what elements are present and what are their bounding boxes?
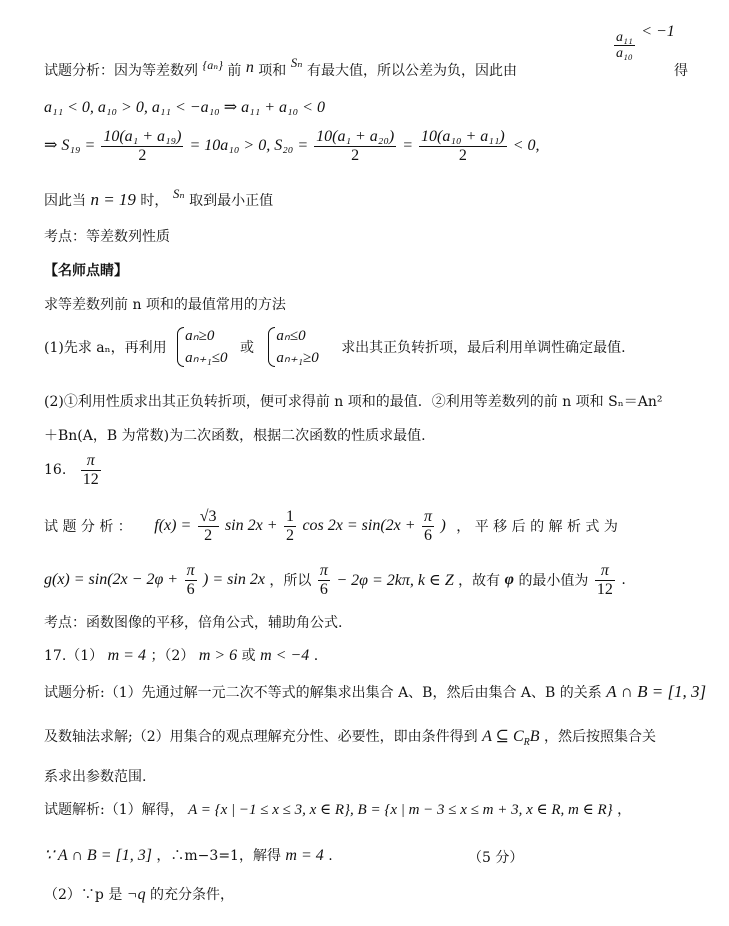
- cond: aₙ≤0: [276, 328, 306, 344]
- line-2: a₁₁ < 0, a₁₀ > 0, a₁₁ < −a₁₀ ⇒ a₁₁ + a₁₀ < 0: [44, 99, 325, 116]
- text: ，然后按照集合关: [543, 729, 656, 745]
- text: .: [313, 648, 319, 664]
- math: A = {x | −1 ≤ x ≤ 3, x ∈ R}, B = {x | m − 3 ≤ x ≤ m + 3, x ∈ R, m ∈ R}: [188, 802, 613, 818]
- numerator: π: [319, 562, 328, 579]
- denominator: 6: [319, 580, 328, 598]
- line-1: [44, 55, 517, 80]
- text: 试 题 分 析 ：: [44, 519, 132, 536]
- text: ， 平 移 后 的 解 析 式 为: [456, 519, 618, 536]
- denominator: 12: [82, 470, 99, 488]
- math: m > 6: [198, 647, 238, 664]
- math-n: n: [245, 59, 254, 76]
- line-20: [44, 845, 333, 865]
- denominator: 2: [285, 526, 294, 544]
- math: − 2φ = 2kπ, k ∈ Z: [336, 572, 454, 590]
- line-13: [44, 562, 626, 598]
- numerator: 10(a₁ + a₁₉): [103, 128, 182, 145]
- line-7: 求等差数列前 n 项和的最值常用的方法: [44, 297, 286, 313]
- math: m = 4: [107, 647, 146, 664]
- fraction: [419, 128, 507, 164]
- math: ∵ A ∩ B = [1, 3]: [44, 847, 152, 864]
- text: ，: [617, 802, 632, 818]
- math-sn: Sₙ: [172, 186, 185, 201]
- expr: = 10a₁₀ > 0, S₂₀ =: [189, 136, 309, 154]
- expr: < 0,: [512, 136, 540, 154]
- text: 时，: [140, 193, 169, 209]
- denominator: 6: [186, 580, 195, 598]
- system-1: [175, 325, 227, 369]
- math: A ⊆ C: [482, 728, 524, 745]
- text: 或: [241, 648, 256, 664]
- expr: =: [402, 136, 414, 154]
- numerator: π: [595, 562, 615, 581]
- fraction: [185, 562, 197, 598]
- text: 试题分析:（1）先通过解一元二次不等式的解集求出集合 A、B，然后由集合 A、B 的关系: [44, 685, 602, 701]
- text: 的最小值为: [518, 573, 589, 590]
- line-16: [44, 682, 706, 702]
- fraction: [318, 562, 330, 598]
- denominator: 2: [351, 146, 360, 164]
- cond: aₙ≥0: [185, 328, 215, 344]
- line-17: [44, 726, 656, 748]
- text: (1)先求 aₙ，再利用: [44, 340, 167, 356]
- fraction: [284, 508, 296, 544]
- numerator: π: [424, 508, 433, 525]
- score-note: （5 分）: [468, 850, 524, 866]
- text: 有最大值，所以公差为负，因此由: [306, 63, 517, 79]
- text: .: [328, 848, 333, 864]
- text: （2）∵p 是: [44, 887, 123, 903]
- fraction: [198, 508, 219, 544]
- text: .: [621, 572, 626, 589]
- ratio-fraction: [612, 22, 675, 62]
- text: 试题分析：因为等差数列: [44, 63, 198, 79]
- math: n = 19: [90, 190, 136, 209]
- fraction: [595, 562, 615, 598]
- text: ，∴m−3=1，解得: [156, 848, 281, 864]
- text: 项和: [258, 63, 287, 79]
- line-1-end: 得: [674, 63, 688, 79]
- text: 取到最小正值: [189, 193, 274, 209]
- math: B: [529, 728, 540, 745]
- math-phi: φ: [504, 571, 514, 589]
- math: ): [440, 517, 446, 535]
- line-3: [44, 128, 540, 164]
- math: ) = sin 2x: [203, 571, 265, 589]
- numerator: 10(a₁ + a₂₀): [316, 128, 395, 145]
- line-19: [44, 799, 631, 819]
- math: f(x) =: [154, 517, 192, 535]
- inequality: < −1: [641, 22, 675, 40]
- denominator: 2: [204, 526, 213, 544]
- denominator: 2: [138, 146, 147, 164]
- text: ；（2）: [150, 648, 195, 664]
- line-21: [44, 884, 234, 904]
- text: ，故有: [458, 573, 501, 590]
- numerator: 10(a₁₀ + a₁₁): [421, 128, 505, 145]
- denominator: a₁₀: [616, 46, 633, 62]
- fraction: [422, 508, 434, 544]
- answer-17: [44, 645, 318, 665]
- text: ，所以: [269, 573, 312, 590]
- line-14: 考点：函数图像的平移，倍角公式，辅助角公式.: [44, 615, 343, 631]
- math-subscript: R: [523, 736, 530, 748]
- numerator: a₁₁: [616, 30, 633, 45]
- line-8: [44, 325, 626, 369]
- text: 求出其正负转折项，最后利用单调性确定最值.: [341, 340, 626, 356]
- math-sn: Sₙ: [290, 55, 303, 70]
- numerator: 1: [285, 508, 294, 525]
- cond: aₙ₊₁≥0: [276, 350, 319, 366]
- expr: ⇒ S₁₉ =: [44, 136, 96, 154]
- math: sin 2x +: [224, 517, 278, 535]
- text: 试题解析:（1）解得，: [44, 802, 184, 818]
- text: 及数轴法求解;（2）用集合的观点理解充分性、必要性，即由条件得到: [44, 729, 478, 745]
- text: 的充分条件，: [150, 887, 235, 903]
- math: m < −4: [260, 647, 310, 664]
- text: 因此当: [44, 193, 86, 209]
- line-18: 系求出参数范围.: [44, 769, 147, 785]
- answer-16: [44, 452, 103, 488]
- text: 或: [239, 340, 254, 356]
- math: cos 2x = sin(2x +: [302, 517, 416, 535]
- line-5: 考点：等差数列性质: [44, 229, 170, 245]
- line-10: ＋Bn(A，B 为常数)为二次函数，根据二次函数的性质求最值.: [44, 428, 426, 444]
- fraction: [101, 128, 183, 164]
- fraction: [81, 452, 101, 488]
- cond: aₙ₊₁≤0: [185, 350, 228, 366]
- denominator: 12: [596, 580, 613, 598]
- math: g(x) = sin(2x − 2φ +: [44, 571, 179, 589]
- line-9: (2)①利用性质求出其正负转折项，便可求得前 n 项和的最值．②利用等差数列的前 n 项和 Sₙ＝An²: [44, 394, 663, 410]
- math: ¬q: [126, 886, 146, 903]
- numerator: π: [81, 452, 101, 471]
- denominator: 2: [458, 146, 467, 164]
- fraction: [614, 30, 635, 62]
- fraction: [314, 128, 396, 164]
- math-sequence: {aₙ}: [202, 58, 223, 72]
- system-2: [266, 325, 318, 369]
- text: 前: [227, 63, 242, 79]
- math: m = 4: [285, 847, 324, 864]
- numerator: π: [186, 562, 195, 579]
- numerator: √3: [199, 508, 217, 525]
- math: A ∩ B = [1, 3]: [606, 682, 707, 701]
- line-4: [44, 186, 274, 210]
- line-12: [44, 508, 618, 544]
- line-6: 【名师点睛】: [44, 263, 128, 279]
- text: 17.（1）: [44, 648, 104, 664]
- question-number: 16.: [44, 462, 67, 479]
- denominator: 6: [424, 526, 433, 544]
